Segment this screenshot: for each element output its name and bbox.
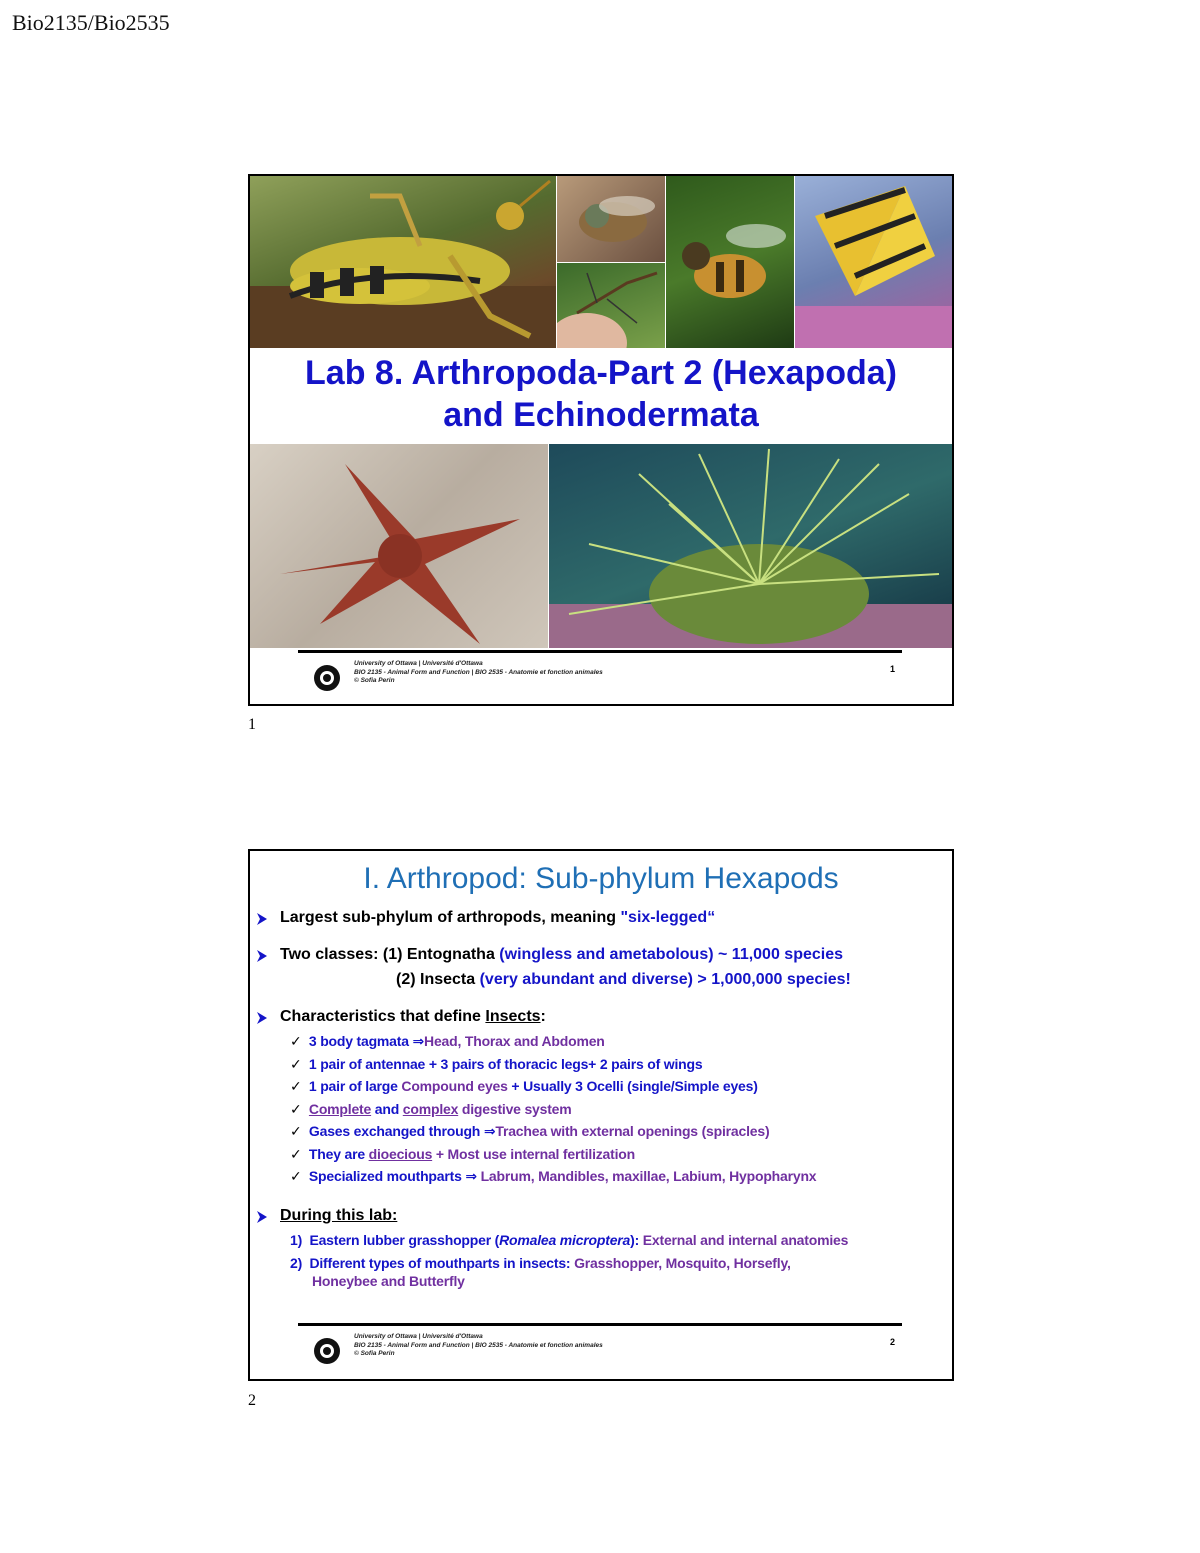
footer-line-1: University of Ottawa | Université d'Ottawa — [354, 1333, 483, 1340]
grasshopper-photo — [250, 176, 556, 348]
check-text: Gases exchanged through ⇒ — [308, 1123, 496, 1139]
sea-urchin-photo — [549, 444, 952, 648]
bullet-insecta-line — [396, 971, 851, 989]
six-legged-quote: "six-legged“ — [620, 909, 716, 926]
insecta-count: > 1,000,000 species! — [692, 971, 851, 988]
check-icon: ✓ — [290, 1168, 302, 1184]
check-item-3 — [290, 1078, 758, 1095]
footer-rule — [298, 1323, 902, 1326]
lab-item-text: ): — [630, 1232, 643, 1248]
check-text: 3 body tagmata ⇒ — [308, 1033, 425, 1049]
check-text: 1 pair of antennae + 3 pairs of thoracic legs+ 2 pairs of wings — [308, 1056, 703, 1072]
insecta-label: (2) Insecta — [396, 971, 480, 988]
check-icon: ✓ — [290, 1033, 302, 1049]
check-item-4 — [290, 1101, 572, 1118]
check-item-5 — [290, 1123, 769, 1140]
check-icon: ✓ — [290, 1146, 302, 1162]
check-item-6 — [290, 1146, 635, 1163]
arrow-bullet-icon — [256, 912, 268, 926]
university-logo-icon — [312, 662, 342, 692]
check-text: 1 pair of large — [308, 1078, 402, 1094]
arrow-bullet-icon — [256, 1210, 268, 1224]
check-icon: ✓ — [290, 1101, 302, 1117]
species-name: Romalea microptera — [499, 1232, 631, 1248]
check-text: They are — [308, 1146, 369, 1162]
check-text-highlight: + Most use internal fertilization — [432, 1146, 636, 1162]
bullet-characteristics — [280, 1008, 546, 1026]
insecta-desc: (very abundant and diverse) — [479, 971, 693, 988]
footer-line-3: © Sofia Perin — [354, 1350, 395, 1357]
check-icon: ✓ — [290, 1123, 302, 1139]
bullet-largest-subphylum — [280, 909, 715, 927]
slide-number: 2 — [890, 1337, 896, 1347]
university-logo-icon — [312, 1335, 342, 1365]
bullet-two-classes — [280, 946, 843, 964]
horsefly-photo — [557, 176, 665, 262]
footer-line-3: © Sofia Perin — [354, 677, 395, 684]
check-item-7 — [290, 1168, 816, 1185]
honeybee-photo — [666, 176, 794, 348]
footer-rule — [298, 650, 902, 653]
check-text-highlight: Complete — [308, 1101, 372, 1117]
check-item-2 — [290, 1056, 702, 1073]
starfish-photo — [250, 444, 548, 648]
footer-line-1: University of Ottawa | Université d'Ottawa — [354, 660, 483, 667]
lab-item-2 — [290, 1255, 791, 1271]
lab-item-text: Different types of mouthparts in insects: — [309, 1255, 575, 1271]
title-line-2: and Echinodermata — [443, 396, 759, 434]
slide-number: 1 — [890, 664, 896, 674]
page-number-1: 1 — [248, 716, 256, 733]
lab-item-num: 2) — [290, 1255, 303, 1271]
check-text-highlight: Trachea — [495, 1123, 547, 1139]
arrow-bullet-icon — [256, 1011, 268, 1025]
slide-1-title — [250, 352, 952, 436]
lab-item-text: Eastern lubber grasshopper ( — [309, 1232, 500, 1248]
check-text-highlight: digestive system — [458, 1101, 572, 1117]
check-text: + Usually 3 Ocelli (single/Simple eyes) — [507, 1078, 758, 1094]
classes-label: Two classes: (1) Entognatha — [280, 946, 500, 963]
title-line-1: Lab 8. Arthropoda-Part 2 (Hexapoda) — [305, 354, 897, 392]
lab-item-1 — [290, 1232, 848, 1248]
slide-1 — [248, 174, 954, 706]
slide-2-footer — [250, 1323, 952, 1381]
lab-item-highlight: External and internal anatomies — [642, 1232, 849, 1248]
arrow-bullet-icon — [256, 949, 268, 963]
check-item-1 — [290, 1033, 605, 1050]
mosquito-photo — [557, 263, 665, 348]
check-icon: ✓ — [290, 1078, 302, 1094]
course-code-header: Bio2135/Bio2535 — [12, 10, 170, 35]
characteristics-text: Characteristics that define — [280, 1008, 486, 1025]
footer-line-2: BIO 2135 - Animal Form and Function | BIO 2535 - Anatomie et fonction animales — [354, 668, 603, 676]
lab-item-2-line2: Honeybee and Butterfly — [312, 1273, 465, 1289]
check-text-highlight: with external openings (spiracles) — [546, 1123, 770, 1139]
check-text: Specialized mouthparts ⇒ — [308, 1168, 481, 1184]
footer-text — [354, 660, 603, 686]
check-text-highlight: Head, Thorax and Abdomen — [424, 1033, 605, 1049]
entognatha-desc: (wingless and ametabolous) — [499, 946, 714, 963]
entognatha-count: ~ 11,000 species — [713, 946, 844, 963]
check-text-highlight: dioecious — [368, 1146, 433, 1162]
lab-item-num: 1) — [290, 1232, 303, 1248]
bullet-during-lab: During this lab: — [280, 1207, 398, 1224]
slide-2 — [248, 849, 954, 1381]
insects-word: Insects — [485, 1008, 541, 1025]
lab-item-highlight: Grasshopper, Mosquito, Horsefly, — [574, 1255, 791, 1271]
check-text-highlight: Compound eyes — [401, 1078, 508, 1094]
check-text-highlight: complex — [402, 1101, 459, 1117]
page-number-2: 2 — [248, 1392, 256, 1409]
bullet-text: Largest sub-phylum of arthropods, meaning — [280, 909, 621, 926]
check-icon: ✓ — [290, 1056, 302, 1072]
check-text-highlight: Labrum, Mandibles, maxillae, Labium, Hypopharynx — [480, 1168, 817, 1184]
slide-1-footer — [250, 650, 952, 706]
footer-text — [354, 1333, 603, 1359]
slide-2-title: I. Arthropod: Sub-phylum Hexapods — [363, 862, 839, 895]
footer-line-2: BIO 2135 - Animal Form and Function | BIO 2535 - Anatomie et fonction animales — [354, 1341, 603, 1349]
butterfly-photo — [795, 176, 952, 348]
check-text: and — [371, 1101, 403, 1117]
colon: : — [540, 1008, 546, 1025]
